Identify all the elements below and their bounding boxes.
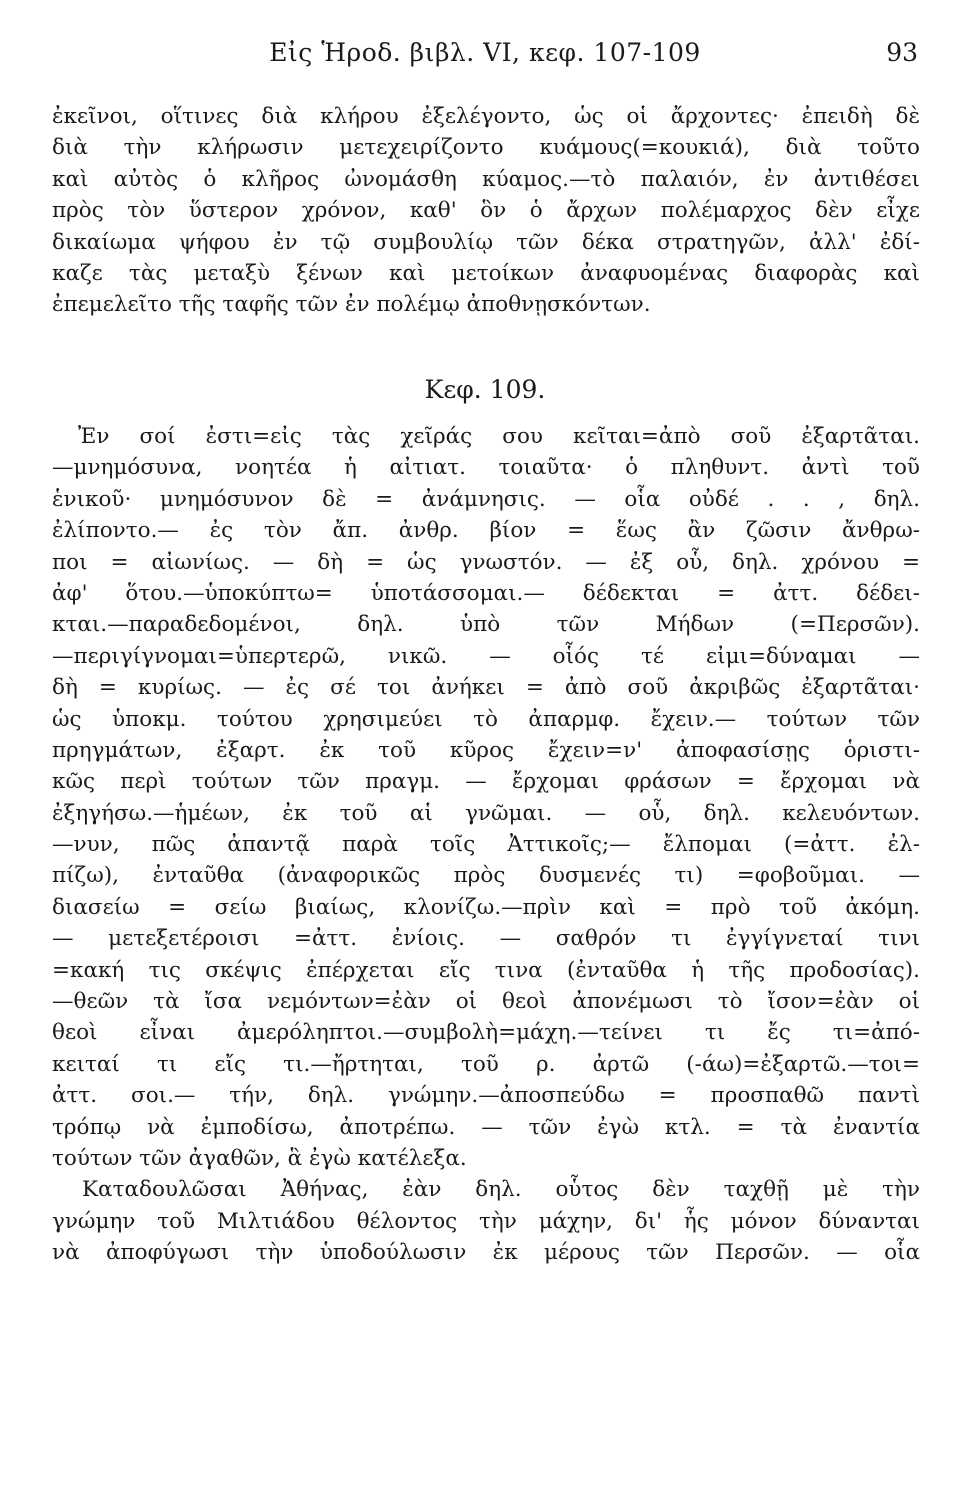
text-line: πρὸς τὸν ὕστερον χρόνον, καθ' ὃν ὁ ἄρχων πολέμαρχος δὲν εἶχε [52,198,920,224]
text-line: =κακή τις σκέψις ἐπέρχεται εἴς τινα (ἐνταῦθα ἡ τῆς προδοσίας). [52,957,920,983]
text-line: —νυν, πῶς ἀπαντᾷ παρὰ τοῖς Ἀττικοῖς;— ἔλπομαι (=ἀττ. ἐλ- [52,832,920,858]
text-line: δικαίωμα ψήφου ἐν τῷ συμβουλίῳ τῶν δέκα στρατηγῶν, ἀλλ' ἐδί- [52,229,920,255]
page-number: 93 [886,38,918,67]
text-line: διὰ τὴν κλήρωσιν μετεχειρίζοντο κυάμους(=κουκιά), διὰ τοῦτο [52,135,920,161]
text-line: δὴ = κυρίως. — ἐς σέ τοι ἀνήκει = ἀπὸ σοῦ ἀκριβῶς ἐξαρτᾶται· [52,675,920,701]
text-line: —περιγίγνομαι=ὑπερτερῶ, νικῶ. — οἷός τέ εἰμι=δύναμαι — [52,643,920,669]
text-line: κειταί τι εἴς τι.—ἤρτηται, τοῦ ρ. ἀρτῶ (-άω)=ἐξαρτῶ.—τοι= [52,1051,920,1077]
commentary-block-1 [52,101,920,321]
commentary-block-2 [52,421,920,1269]
text-line: ὡς ὑποκμ. τούτου χρησιμεύει τὸ ἀπαρμφ. ἔχειν.— τούτων τῶν [52,706,920,732]
text-line: καὶ αὐτὸς ὁ κλῆρος ὠνομάσθη κύαμος.—τὸ παλαιόν, ἐν ἀντιθέσει [52,166,920,192]
text-line: θεοὶ εἶναι ἀμερόληπτοι.—συμβολὴ=μάχη.—τείνει τι ἔς τι=ἀπό- [52,1020,920,1046]
running-title: Εἰς Ἡροδ. βιβλ. VI, κεφ. 107-109 [269,38,701,67]
text-line: ἑνικοῦ· μνημόσυνον δὲ = ἀνάμνησις. — οἷα οὐδέ . . , δηλ. [52,486,920,512]
text-line: ἐλίποντο.— ἐς τὸν ἄπ. ἀνθρ. βίον = ἕως ἂν ζῶσιν ἄνθρω- [52,518,920,544]
text-line: τούτων τῶν ἀγαθῶν, ἃ ἐγὼ κατέλεξα. [52,1145,467,1171]
text-line: πρηγμάτων, ἐξαρτ. ἐκ τοῦ κῦρος ἔχειν=ν' ἀποφασίσῃς ὁριστι- [52,737,920,763]
text-line: κται.—παραδεδομένοι, δηλ. ὑπὸ τῶν Μήδων (=Περσῶν). [52,612,920,638]
text-line: Ἐν σοί ἐστι=εἰς τὰς χεῖράς σου κεῖται=ἀπὸ σοῦ ἐξαρτᾶται. [78,424,920,449]
text-line: ποι = αἰωνίως. — δὴ = ὡς γνωστόν. — ἐξ οὗ, δηλ. χρόνου = [52,549,920,575]
text-line: διασείω = σείω βιαίως, κλονίζω.—πρὶν καὶ = πρὸ τοῦ ἀκόμη. [52,894,920,920]
text-line: ἐκεῖνοι, οἵτινες διὰ κλήρου ἐξελέγοντο, ὡς οἱ ἄρχοντες· ἐπειδὴ δὲ [52,104,920,129]
text-line: ἐπεμελεῖτο τῆς ταφῆς τῶν ἐν πολέμῳ ἀποθνῃσκόντων. [52,292,651,318]
text-line: καζε τὰς μεταξὺ ξένων καὶ μετοίκων ἀναφυομένας διαφορὰς καὶ [52,260,920,286]
text-line: κῶς περὶ τούτων τῶν πραγμ. — ἔρχομαι φράσων = ἔρχομαι νὰ [52,769,920,795]
running-head [0,38,970,78]
text-line: —θεῶν τὰ ἴσα νεμόντων=ἐὰν οἱ θεοὶ ἀπονέμωσι τὸ ἴσον=ἐὰν οἱ [52,989,920,1015]
text-line: Καταδουλῶσαι Ἀθήνας, ἐὰν δηλ. οὗτος δὲν ταχθῇ μὲ τὴν [82,1177,920,1203]
chapter-heading: Κεφ. 109. [424,375,546,404]
text-line: ἀφ' ὅτου.—ὑποκύπτω= ὑποτάσσομαι.— δέδεκται = ἀττ. δέδει- [52,580,920,606]
text-line: γνώμην τοῦ Μιλτιάδου θέλοντος τὴν μάχην, δι' ἧς μόνον δύνανται [52,1208,920,1234]
text-line: ἀττ. σοι.— τήν, δηλ. γνώμην.—ἀποσπεύδω = προσπαθῶ παντὶ [52,1083,920,1109]
text-line: — μετεξετέροισι =ἀττ. ἐνίοις. — σαθρόν τι ἐγγίγνεταί τινι [52,926,920,952]
text-line: νὰ ἀποφύγωσι τὴν ὑποδούλωσιν ἐκ μέρους τῶν Περσῶν. — οἷα [52,1240,920,1266]
text-line: ἐξηγήσω.—ἡμέων, ἐκ τοῦ αἱ γνῶμαι. — οὗ, δηλ. κελευόντων. [52,800,920,826]
text-line: —μνημόσυνα, νοητέα ἡ αἰτιατ. τοιαῦτα· ὁ πληθυντ. ἀντὶ τοῦ [52,455,920,481]
text-line: πίζω), ἐνταῦθα (ἀναφορικῶς πρὸς δυσμενές τι) =φοβοῦμαι. — [52,863,920,889]
text-line: τρόπῳ νὰ ἐμποδίσω, ἀποτρέπω. — τῶν ἐγὼ κτλ. = τὰ ἐναντία [52,1114,920,1140]
